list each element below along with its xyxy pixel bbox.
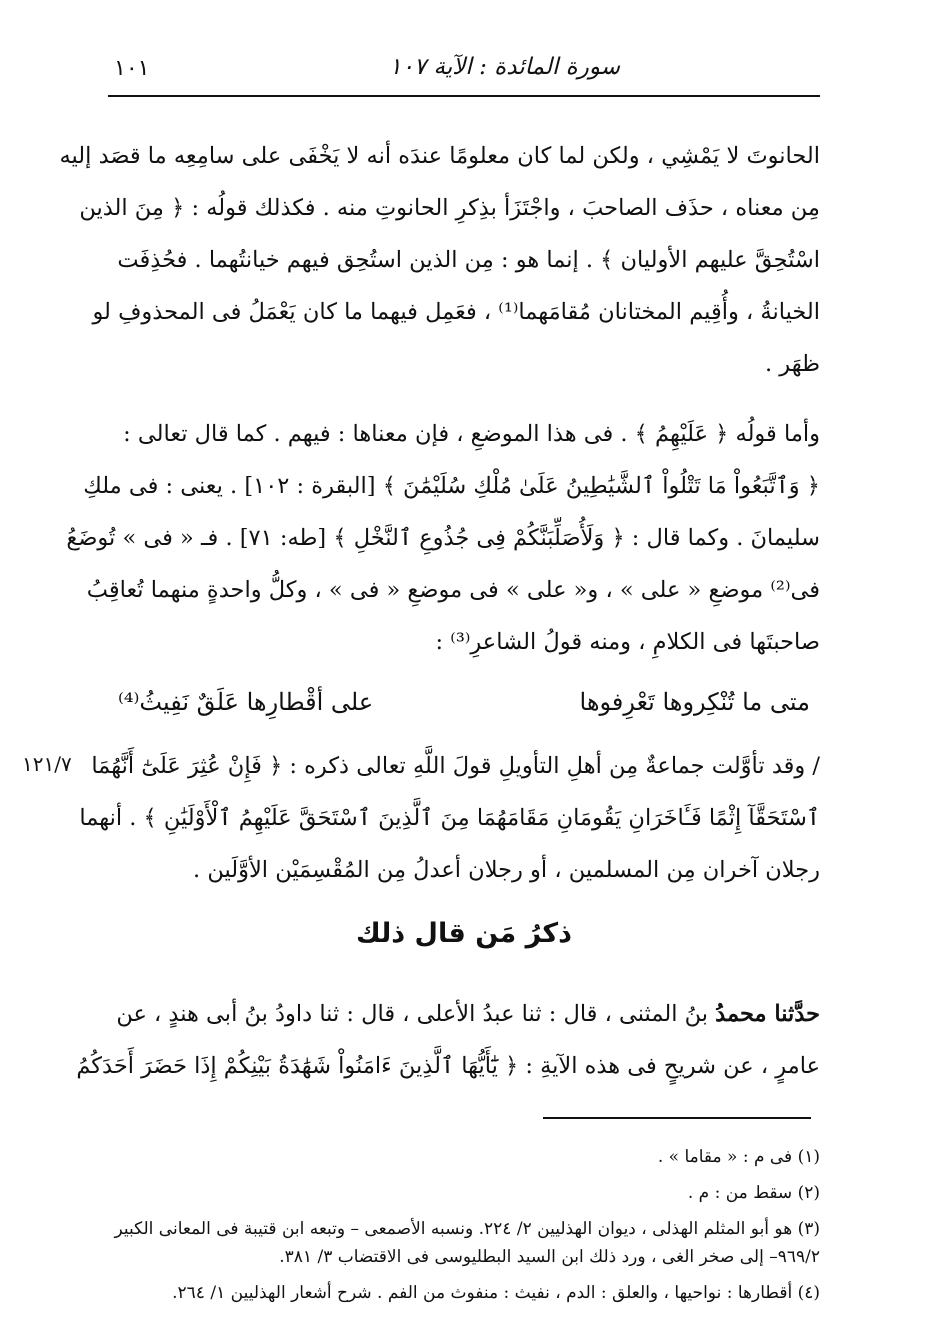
running-title: سورة المائدة : الآية ١٠٧ <box>389 54 620 80</box>
text-line: سليمانَ . وكما قال : ﴿ وَلَأُصَلِّبَنَّكُمْ فِى جُذُوعِ ٱلنَّخْلِ ﴾ [طه: ٧١] . فـ « فى » تُوضَعُ <box>66 525 820 551</box>
paragraph-2 <box>66 408 820 668</box>
text-line: صاحبتَها فى الكلامِ ، ومنه قولُ الشاعرِ⁽³⁾ : <box>435 629 820 655</box>
text-line: ٱسْتَحَقَّآ إِثْمًا فَـَٔاخَرَانِ يَقُومَانِ مَقَامَهُمَا مِنَ ٱلَّذِينَ ٱسْتَحَقَّ عَلَيْهِمُ ٱلْأَوْلَيَٰنِ ﴾ . أنهما <box>79 805 820 831</box>
paragraph-1 <box>59 130 820 390</box>
text-line: الحانوتَ لا يَمْشِي ، ولكن لما كان معلومًا عندَه أنه لا يَخْفَى على سامِعِه ما قصَد إليه <box>59 143 820 169</box>
footnotes <box>108 1143 820 1307</box>
text-line <box>108 988 820 1040</box>
verse-first-hemistich: متى ما تُنْكِروها تَعْرِفوها <box>579 688 810 716</box>
text-line: اسْتُحِقَّ عليهم الأوليان ﴾ . إنما هو : مِن الذين استُحِق فيهم خيانتُهما . فحُذِفَت <box>117 247 820 273</box>
text-line: رجلان آخران مِن المسلمين ، أو رجلان أعدلُ مِن المُقْسِمَيْن الأوَّلَين . <box>193 857 820 883</box>
footnote-rule <box>543 1117 811 1119</box>
text-line: ظهَر . <box>765 351 820 377</box>
text-line: عامرٍ ، عن شريحٍ فى هذه الآيةِ : ﴿ يَٰٓأَيُّهَا ٱلَّذِينَ ءَامَنُواْ شَهَٰدَةُ بَيْنِكُمْ إِذَا حَضَرَ أَحَدَكُمُ <box>76 1053 820 1079</box>
text-line: / وقد تأوَّلت جماعةٌ مِن أهلِ التأويلِ قولَ اللَّهِ تعالى ذكره : ﴿ فَإِنْ عُثِرَ عَلَىٰٓ أَنَّهُمَا <box>91 753 820 779</box>
text-line: وأما قولُه ﴿ عَلَيْهِمُ ﴾ . فى هذا الموضعِ ، فإن معناها : فيهم . كما قال تعالى : <box>123 421 820 447</box>
footnote: (٢) سقط من : م . <box>687 1183 820 1203</box>
footnote: (٣) هو أبو المثلم الهذلى ، ديوان الهذليين ٢/ ٢٢٤. ونسبه الأصمعى – وتبعه ابن قتيبة فى المعانى الكبير <box>114 1219 820 1239</box>
text-line: الخيانةُ ، وأُقِيم المختانان مُقامَهما⁽¹⁾ ، فعَمِل فيهما ما كان يَعْمَلُ فى المحذوفِ لو <box>92 299 820 325</box>
margin-reference: ١٢١/٧ <box>22 752 72 776</box>
footnote: (٤) أقطارها : نواحيها ، والعلق : الدم ، نفيث : منفوث من الفم . شرح أشعار الهذليين ١/ ٢٦٤. <box>172 1283 820 1303</box>
section-heading: ذكرُ مَن قال ذلك <box>356 918 572 949</box>
page-header <box>108 52 820 92</box>
header-rule <box>108 95 820 97</box>
hadith-lead: حدَّثنا محمدُ <box>715 1001 820 1027</box>
text-span: بنُ المثنى ، قال : ثنا عبدُ الأعلى ، قال : ثنا داودُ بنُ أبى هندٍ ، عن <box>116 1001 716 1027</box>
footnote-continuation: ٩٦٩/٢– إلى صخر الغى ، ورد ذلك ابن السيد البطليوسى فى الاقتضاب ٣/ ٣٨١. <box>279 1247 820 1267</box>
text-line: فى⁽²⁾ موضعِ « على » ، و« على » فى موضعِ « فى » ، وكلُّ واحدةٍ منهما تُعاقِبُ <box>86 577 820 603</box>
footnote: (١) فى م : « مقاما » . <box>657 1147 820 1167</box>
text-line: ﴿ وَٱتَّبَعُواْ مَا تَتْلُواْ ٱلشَّيَٰطِينُ عَلَىٰ مُلْكِ سُلَيْمَٰنَ ﴾ [البقرة : ١٠٢] . يعنى : فى ملكِ <box>83 473 820 499</box>
paragraph-4 <box>76 988 820 1092</box>
verse-second-hemistich: على أقْطارِها عَلَقٌ نَفِيثُ⁽⁴⁾ <box>118 688 374 716</box>
text-line: مِن معناه ، حذَف الصاحبَ ، واجْتَزَأ بذِكرِ الحانوتِ منه . فكذلك قولُه : ﴿ مِنَ الذين <box>79 195 820 221</box>
paragraph-3 <box>79 740 820 896</box>
page-number: ١٠١ <box>114 56 150 81</box>
